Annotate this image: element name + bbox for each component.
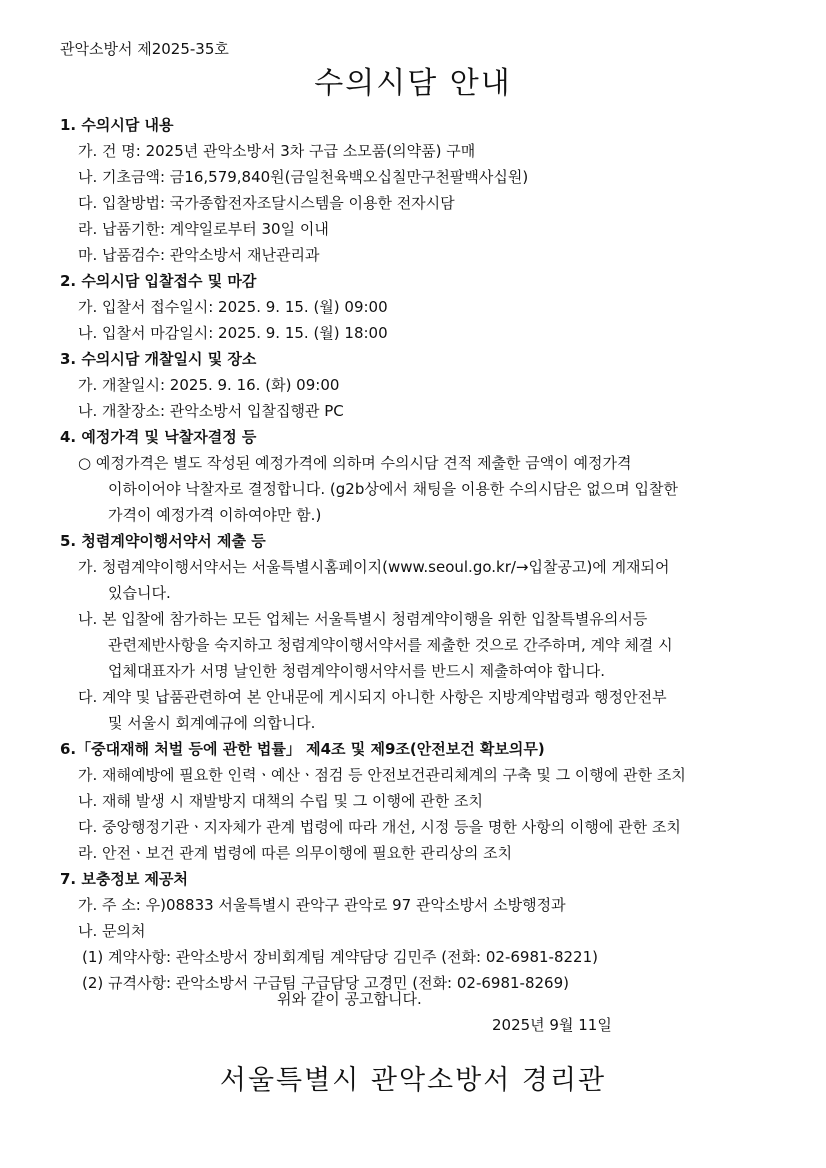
s4-line: 가격이 예정가격 이하여야만 함.) [108,506,322,524]
section-2-heading: 2. 수의시담 입찰접수 및 마감 [60,272,257,290]
section-1-heading: 1. 수의시담 내용 [60,116,174,134]
s7-item-address: 가. 주 소: 우)08833 서울특별시 관악구 관악로 97 관악소방서 소방행정과 [78,896,566,914]
section-6-heading: 6.「중대재해 처벌 등에 관한 법률」 제4조 및 제9조(안전보건 확보의무) [60,740,545,758]
s7-item-contact-label: 나. 문의처 [78,922,146,940]
closing-statement: 위와 같이 공고합니다. [277,990,422,1008]
s5-line: 및 서울시 회계예규에 의합니다. [108,714,316,732]
s6-item: 다. 중앙행정기관ㆍ지자체가 관계 법령에 따라 개선, 시정 등을 명한 사항의 이행에 관한 조치 [78,818,681,836]
section-3-heading: 3. 수의시담 개찰일시 및 장소 [60,350,257,368]
s3-item-opening-date: 가. 개찰일시: 2025. 9. 16. (화) 09:00 [78,376,340,394]
section-7-heading: 7. 보충정보 제공처 [60,870,189,888]
s5-line: 가. 청렴계약이행서약서는 서울특별시홈페이지(www.seoul.go.kr/→입찰공고)에 게재되어 [78,558,670,576]
s1-item-bid-method: 다. 입찰방법: 국가종합전자조달시스템을 이용한 전자시담 [78,194,455,212]
s4-line: ○ 예정가격은 별도 작성된 예정가격에 의하며 수의시담 견적 제출한 금액이 예정가격 [78,454,632,472]
s6-item: 라. 안전ㆍ보건 관계 법령에 따른 의무이행에 필요한 관리상의 조치 [78,844,513,862]
s1-item-name: 가. 건 명: 2025년 관악소방서 3차 구급 소모품(의약품) 구매 [78,142,476,160]
issuer-name: 서울특별시 관악소방서 경리관 [219,1065,607,1096]
section-5-heading: 5. 청렴계약이행서약서 제출 등 [60,532,266,550]
s5-line: 나. 본 입찰에 참가하는 모든 업체는 서울특별시 청렴계약이행을 위한 입찰특별유의서등 [78,610,648,628]
s5-line: 있습니다. [108,584,171,602]
s2-item-open: 가. 입찰서 접수일시: 2025. 9. 15. (월) 09:00 [78,298,388,316]
s1-item-delivery-deadline: 라. 납품기한: 계약일로부터 30일 이내 [78,220,329,238]
s5-line: 업체대표자가 서명 날인한 청렴계약이행서약서를 반드시 제출하여야 합니다. [108,662,606,680]
s7-contact-spec: (2) 규격사항: 관악소방서 구급팀 구급담당 고경민 (전화: 02-6981-8269) [82,974,569,992]
notice-date: 2025년 9월 11일 [492,1016,612,1034]
s1-item-base-amount: 나. 기초금액: 금16,579,840원(금일천육백오십칠만구천팔백사십원) [78,168,529,186]
s6-item: 나. 재해 발생 시 재발방지 대책의 수립 및 그 이행에 관한 조치 [78,792,483,810]
s3-item-opening-place: 나. 개찰장소: 관악소방서 입찰집행관 PC [78,402,344,420]
s5-line: 다. 계약 및 납품관련하여 본 안내문에 게시되지 아니한 사항은 지방계약법령과 행정안전부 [78,688,667,706]
s4-line: 이하이어야 낙찰자로 결정합니다. (g2b상에서 채팅을 이용한 수의시담은 없으며 입찰한 [108,480,679,498]
document-number: 관악소방서 제2025-35호 [60,40,229,58]
page-title: 수의시담 안내 [314,66,512,101]
s7-contact-contract: (1) 계약사항: 관악소방서 장비회계팀 계약담당 김민주 (전화: 02-6981-8221) [82,948,598,966]
s1-item-inspection: 마. 납품검수: 관악소방서 재난관리과 [78,246,320,264]
section-4-heading: 4. 예정가격 및 낙찰자결정 등 [60,428,257,446]
s6-item: 가. 재해예방에 필요한 인력ㆍ예산ㆍ점검 등 안전보건관리체계의 구축 및 그 이행에 관한 조치 [78,766,686,784]
s5-line: 관련제반사항을 숙지하고 청렴계약이행서약서를 제출한 것으로 간주하며, 계약 체결 시 [108,636,673,654]
s2-item-close: 나. 입찰서 마감일시: 2025. 9. 15. (월) 18:00 [78,324,388,342]
